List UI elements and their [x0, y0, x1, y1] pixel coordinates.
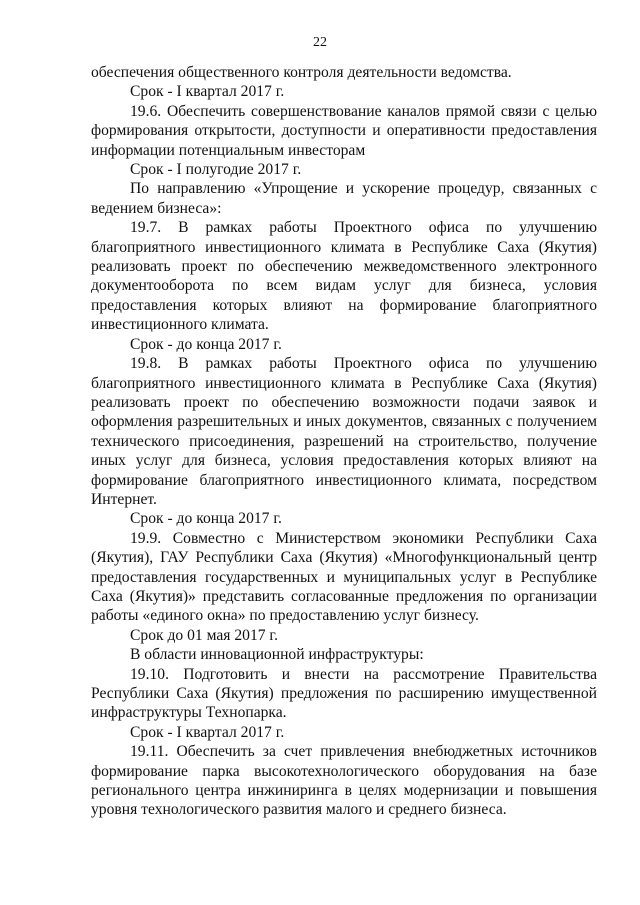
item-19-9: 19.9. Совместно с Министерством экономики Республики Саха (Якутия), ГАУ Республики Саха (Якутия) «Многофункциональный центр предоставления государственных и муниципальных услуг в Республике Саха (Якутия)» представить согласованные предложения по организации работы «единого окна» по предоставлению услуг бизнесу. [91, 529, 597, 625]
paragraph-continuation: обеспечения общественного контроля деятельности ведомства. [91, 64, 512, 81]
deadline-line: Срок - I квартал 2017 г. [130, 723, 285, 741]
item-19-10: 19.10. Подготовить и внести на рассмотрение Правительства Республики Саха (Якутия) предложения по расширению имущественной инфраструктуры Технопарка. [91, 665, 597, 722]
item-19-6: 19.6. Обеспечить совершенствование каналов прямой связи с целью формирования открытости, доступности и оперативности предоставления информации потенциальным инвесторам [91, 102, 597, 159]
item-19-11: 19.11. Обеспечить за счет привлечения внебюджетных источников формирование парка высокотехнологического оборудования на базе регионального центра инжиниринга в целях модернизации и повышения уровня технологического развития малого и среднего бизнеса. [91, 743, 597, 819]
deadline-line: Срок - I полугодие 2017 г. [130, 161, 302, 179]
section-heading: По направлению «Упрощение и ускорение процедур, связанных с ведением бизнеса»: [91, 180, 597, 217]
deadline-line: Срок - I квартал 2017 г. [130, 83, 285, 101]
deadline-line: Срок - до конца 2017 г. [130, 510, 282, 528]
item-19-7: 19.7. В рамках работы Проектного офиса по улучшению благоприятного инвестиционного климата в Республике Саха (Якутия) реализовать проект по обеспечению межведомственного электронного документооборота по всем видам услуг для бизнеса, условия предоставления которых влияют на формирование благоприятного инвестиционного климата. [91, 219, 597, 334]
section-heading: В области инновационной инфраструктуры: [130, 646, 424, 664]
deadline-line: Срок до 01 мая 2017 г. [130, 626, 278, 644]
item-19-8: 19.8. В рамках работы Проектного офиса по улучшению благоприятного инвестиционного климата в Республике Саха (Якутия) реализовать проект по обеспечению возможности подачи заявок и оформления разрешительных и иных документов, связанных с получением технического присоединения, разрешений на строительство, получение иных услуг для бизнеса, условия предоставления которых влияют на формирование благоприятного инвестиционного климата, посредством Интернет. [91, 355, 597, 508]
document-body [91, 63, 597, 820]
page-number: 22 [313, 35, 327, 50]
deadline-line: Срок - до конца 2017 г. [130, 335, 282, 353]
